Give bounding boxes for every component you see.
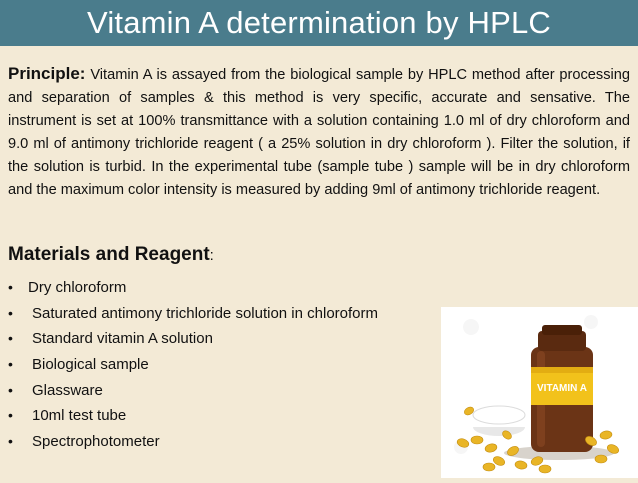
list-item-text: Dry chloroform	[28, 279, 127, 296]
list-item-text: Standard vitamin A solution	[32, 330, 213, 348]
bullet-icon: •	[8, 433, 13, 450]
bullet-icon: •	[8, 279, 13, 295]
title-bar	[0, 0, 638, 46]
materials-heading	[8, 244, 214, 266]
principle-paragraph	[8, 62, 630, 202]
list-item	[8, 352, 378, 378]
page-title: Vitamin A determination by HPLC	[87, 5, 551, 40]
list-item-text: Biological sample	[32, 356, 149, 374]
list-item-text: Saturated antimony trichloride solution in chloroform	[32, 304, 379, 322]
list-item-text: Spectrophotometer	[32, 433, 160, 451]
bullet-icon: •	[8, 304, 13, 321]
list-item	[8, 301, 378, 327]
list-item-text: Glassware	[32, 381, 103, 399]
principle-label: Principle:	[8, 64, 86, 83]
bullet-icon: •	[8, 356, 13, 373]
list-item	[8, 275, 378, 301]
bullet-icon: •	[8, 330, 13, 347]
list-item	[8, 326, 378, 352]
vitamin-bottle-illustration	[441, 307, 638, 478]
list-item-text: 10ml test tube	[32, 407, 127, 425]
list-item	[8, 378, 378, 404]
materials-heading-text: Materials and Reagent	[8, 244, 210, 265]
principle-text: Vitamin A is assayed from the biological sample by HPLC method after processing and separation of samples & this method is very specific, accurate and sensative. The instrument is set at 100% transmittance with a solution containing 1.0 ml of dry chloroform and 9.0 ml of antimony trichloride reagent ( a 25% solution in dry chloroform ). Filter the solution, if the solution is turbid. In the experimental tube (sample tube ) sample will be in dry chloroform and the maximum color intensity is measured by adding 9ml of antimony trichloride reagent.	[8, 67, 630, 198]
materials-heading-colon: :	[209, 247, 214, 264]
bottle-label-text: VITAMIN A	[537, 383, 587, 394]
bullet-icon: •	[8, 381, 13, 398]
list-item	[8, 429, 378, 455]
vitamin-bottle-photo	[441, 307, 638, 478]
materials-list	[8, 275, 378, 455]
bullet-icon: •	[8, 407, 13, 424]
list-item	[8, 403, 378, 429]
